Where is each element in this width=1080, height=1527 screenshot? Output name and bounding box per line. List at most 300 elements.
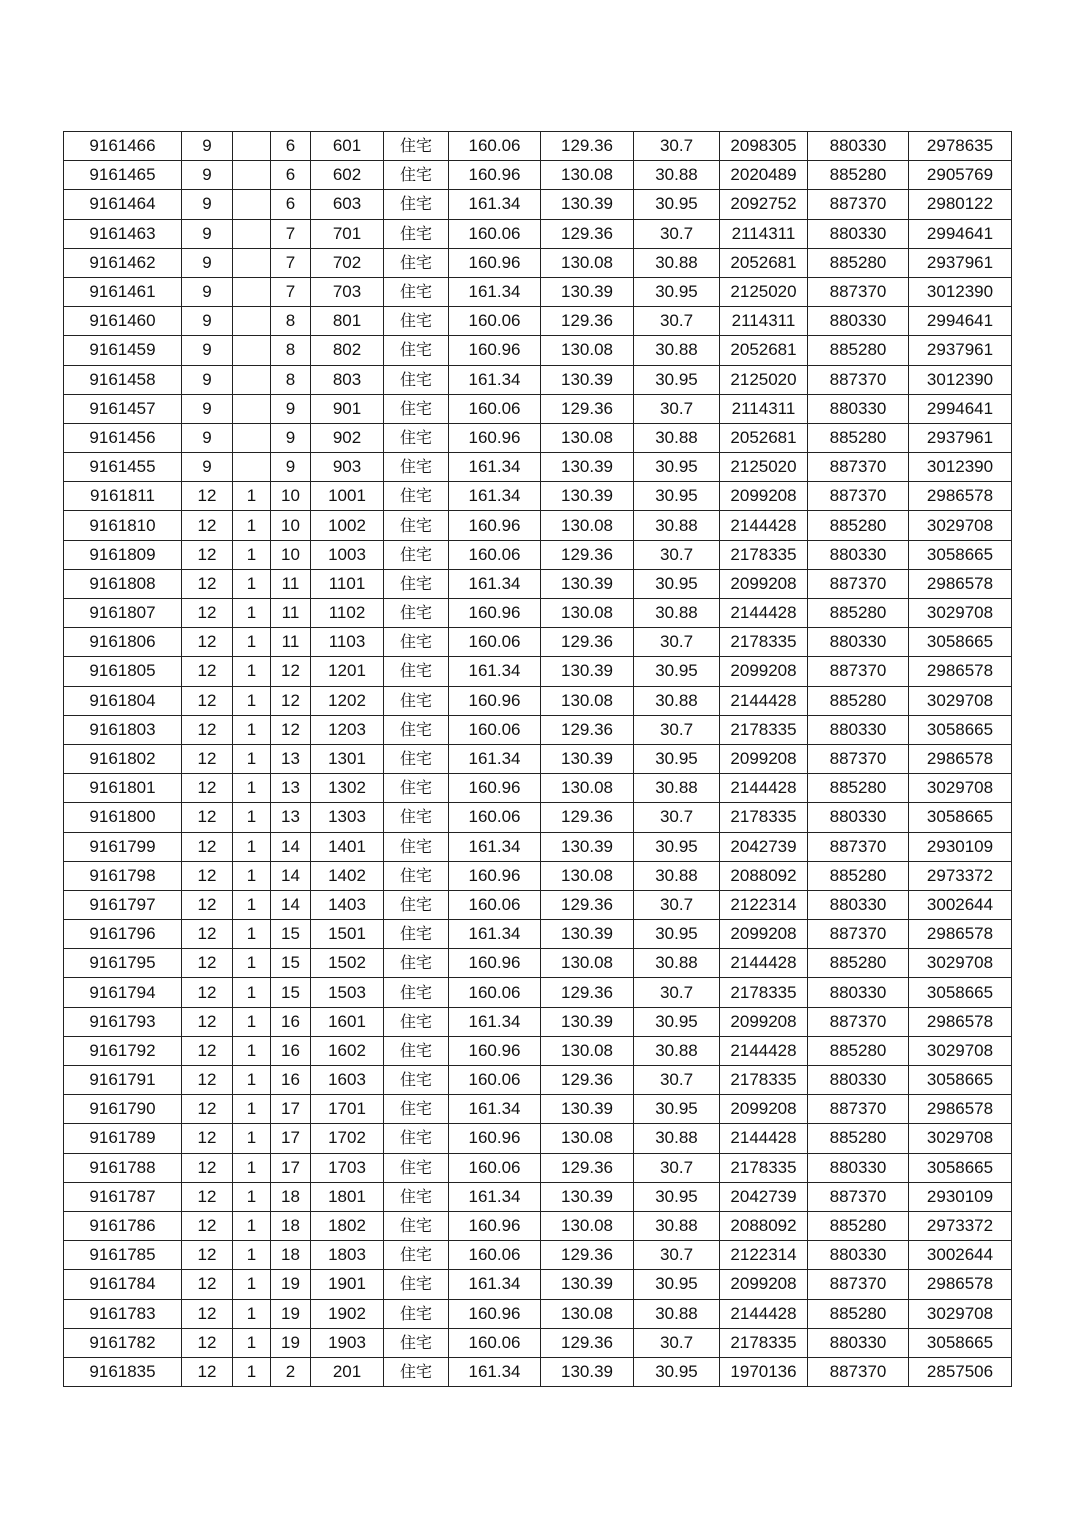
room-cell: 1603	[311, 1066, 384, 1095]
total-value-cell: 3058665	[909, 540, 1012, 569]
usage-cell: 住宅	[384, 1241, 449, 1270]
usage-cell: 住宅	[384, 803, 449, 832]
room-cell: 1901	[311, 1270, 384, 1299]
total-area-cell: 160.96	[449, 949, 541, 978]
building-cell: 12	[182, 1241, 233, 1270]
inner-area-cell: 130.08	[541, 1299, 634, 1328]
value-b-cell: 880330	[808, 1153, 909, 1182]
table-row	[64, 744, 1012, 773]
shared-area-cell: 30.7	[634, 628, 720, 657]
usage-cell: 住宅	[384, 569, 449, 598]
house-id-cell: 9161796	[64, 920, 182, 949]
usage-cell: 住宅	[384, 1299, 449, 1328]
table-row	[64, 832, 1012, 861]
usage-cell: 住宅	[384, 453, 449, 482]
house-id-cell: 9161787	[64, 1182, 182, 1211]
house-id-cell: 9161802	[64, 744, 182, 773]
inner-area-cell: 130.39	[541, 657, 634, 686]
total-area-cell: 161.34	[449, 1007, 541, 1036]
room-cell: 1301	[311, 744, 384, 773]
value-a-cell: 2144428	[720, 1036, 808, 1065]
shared-area-cell: 30.88	[634, 1036, 720, 1065]
table-row	[64, 423, 1012, 452]
house-id-cell: 9161455	[64, 453, 182, 482]
building-cell: 9	[182, 453, 233, 482]
table-row	[64, 394, 1012, 423]
value-b-cell: 887370	[808, 1095, 909, 1124]
total-value-cell: 3058665	[909, 1328, 1012, 1357]
shared-area-cell: 30.7	[634, 1241, 720, 1270]
table-row	[64, 949, 1012, 978]
building-cell: 9	[182, 336, 233, 365]
usage-cell: 住宅	[384, 1124, 449, 1153]
total-value-cell: 2986578	[909, 1007, 1012, 1036]
building-cell: 12	[182, 628, 233, 657]
value-a-cell: 2052681	[720, 248, 808, 277]
usage-cell: 住宅	[384, 190, 449, 219]
total-value-cell: 3029708	[909, 1124, 1012, 1153]
house-id-cell: 9161801	[64, 774, 182, 803]
shared-area-cell: 30.7	[634, 803, 720, 832]
value-a-cell: 2099208	[720, 1007, 808, 1036]
value-a-cell: 2114311	[720, 307, 808, 336]
inner-area-cell: 130.08	[541, 336, 634, 365]
usage-cell: 住宅	[384, 248, 449, 277]
value-b-cell: 885280	[808, 248, 909, 277]
total-area-cell: 161.34	[449, 1182, 541, 1211]
unit-cell: 1	[233, 599, 271, 628]
value-b-cell: 880330	[808, 803, 909, 832]
total-area-cell: 160.96	[449, 774, 541, 803]
inner-area-cell: 130.08	[541, 774, 634, 803]
floor-cell: 9	[271, 423, 311, 452]
shared-area-cell: 30.95	[634, 1270, 720, 1299]
building-cell: 12	[182, 482, 233, 511]
total-value-cell: 3058665	[909, 978, 1012, 1007]
shared-area-cell: 30.95	[634, 482, 720, 511]
shared-area-cell: 30.88	[634, 599, 720, 628]
table-row	[64, 161, 1012, 190]
total-area-cell: 161.34	[449, 657, 541, 686]
room-cell: 601	[311, 132, 384, 161]
total-value-cell: 2973372	[909, 1211, 1012, 1240]
unit-cell	[233, 453, 271, 482]
room-cell: 602	[311, 161, 384, 190]
unit-cell	[233, 248, 271, 277]
house-id-cell: 9161810	[64, 511, 182, 540]
floor-cell: 17	[271, 1095, 311, 1124]
unit-cell: 1	[233, 1299, 271, 1328]
house-id-cell: 9161811	[64, 482, 182, 511]
usage-cell: 住宅	[384, 949, 449, 978]
building-cell: 12	[182, 890, 233, 919]
inner-area-cell: 129.36	[541, 1066, 634, 1095]
building-cell: 12	[182, 744, 233, 773]
floor-cell: 18	[271, 1241, 311, 1270]
value-a-cell: 2144428	[720, 1299, 808, 1328]
shared-area-cell: 30.95	[634, 1095, 720, 1124]
shared-area-cell: 30.95	[634, 569, 720, 598]
unit-cell: 1	[233, 657, 271, 686]
total-area-cell: 160.06	[449, 978, 541, 1007]
value-b-cell: 880330	[808, 540, 909, 569]
value-a-cell: 2088092	[720, 1211, 808, 1240]
value-b-cell: 887370	[808, 657, 909, 686]
total-area-cell: 160.06	[449, 890, 541, 919]
inner-area-cell: 129.36	[541, 394, 634, 423]
value-b-cell: 885280	[808, 599, 909, 628]
usage-cell: 住宅	[384, 1182, 449, 1211]
room-cell: 1801	[311, 1182, 384, 1211]
building-cell: 9	[182, 365, 233, 394]
total-value-cell: 3058665	[909, 628, 1012, 657]
table-row	[64, 1211, 1012, 1240]
total-value-cell: 3058665	[909, 1066, 1012, 1095]
building-cell: 12	[182, 599, 233, 628]
value-a-cell: 2144428	[720, 774, 808, 803]
table-row	[64, 920, 1012, 949]
table-row	[64, 1299, 1012, 1328]
usage-cell: 住宅	[384, 890, 449, 919]
table-row	[64, 1007, 1012, 1036]
total-area-cell: 160.96	[449, 1124, 541, 1153]
total-area-cell: 160.06	[449, 132, 541, 161]
floor-cell: 16	[271, 1036, 311, 1065]
floor-cell: 10	[271, 511, 311, 540]
total-area-cell: 160.06	[449, 1241, 541, 1270]
shared-area-cell: 30.88	[634, 861, 720, 890]
floor-cell: 11	[271, 628, 311, 657]
table-row	[64, 861, 1012, 890]
shared-area-cell: 30.95	[634, 1182, 720, 1211]
table-row	[64, 1095, 1012, 1124]
value-a-cell: 2125020	[720, 365, 808, 394]
value-b-cell: 887370	[808, 365, 909, 394]
value-a-cell: 2092752	[720, 190, 808, 219]
value-a-cell: 2178335	[720, 715, 808, 744]
building-cell: 12	[182, 569, 233, 598]
shared-area-cell: 30.88	[634, 161, 720, 190]
table-row	[64, 336, 1012, 365]
table-row	[64, 540, 1012, 569]
room-cell: 1703	[311, 1153, 384, 1182]
usage-cell: 住宅	[384, 1270, 449, 1299]
inner-area-cell: 130.39	[541, 1095, 634, 1124]
value-b-cell: 885280	[808, 686, 909, 715]
value-a-cell: 2144428	[720, 949, 808, 978]
room-cell: 1903	[311, 1328, 384, 1357]
house-id-cell: 9161788	[64, 1153, 182, 1182]
room-cell: 1803	[311, 1241, 384, 1270]
building-cell: 12	[182, 657, 233, 686]
building-cell: 12	[182, 1066, 233, 1095]
unit-cell: 1	[233, 1241, 271, 1270]
floor-cell: 15	[271, 949, 311, 978]
inner-area-cell: 130.08	[541, 423, 634, 452]
unit-cell	[233, 365, 271, 394]
room-cell: 901	[311, 394, 384, 423]
usage-cell: 住宅	[384, 832, 449, 861]
total-area-cell: 160.06	[449, 628, 541, 657]
total-area-cell: 161.34	[449, 1270, 541, 1299]
value-b-cell: 880330	[808, 394, 909, 423]
unit-cell: 1	[233, 1182, 271, 1211]
table-row	[64, 132, 1012, 161]
house-id-cell: 9161459	[64, 336, 182, 365]
floor-cell: 12	[271, 715, 311, 744]
value-b-cell: 880330	[808, 715, 909, 744]
inner-area-cell: 130.08	[541, 949, 634, 978]
unit-cell: 1	[233, 715, 271, 744]
total-value-cell: 2978635	[909, 132, 1012, 161]
room-cell: 1701	[311, 1095, 384, 1124]
floor-cell: 10	[271, 482, 311, 511]
building-cell: 12	[182, 774, 233, 803]
total-area-cell: 160.96	[449, 1036, 541, 1065]
room-cell: 1902	[311, 1299, 384, 1328]
table-row	[64, 569, 1012, 598]
unit-cell	[233, 132, 271, 161]
unit-cell	[233, 161, 271, 190]
value-a-cell: 2178335	[720, 803, 808, 832]
total-value-cell: 2930109	[909, 1182, 1012, 1211]
building-cell: 12	[182, 686, 233, 715]
inner-area-cell: 130.39	[541, 569, 634, 598]
room-cell: 1302	[311, 774, 384, 803]
value-b-cell: 880330	[808, 307, 909, 336]
inner-area-cell: 130.39	[541, 920, 634, 949]
house-id-cell: 9161462	[64, 248, 182, 277]
inner-area-cell: 129.36	[541, 219, 634, 248]
room-cell: 1401	[311, 832, 384, 861]
unit-cell: 1	[233, 1211, 271, 1240]
building-cell: 9	[182, 307, 233, 336]
total-area-cell: 160.06	[449, 803, 541, 832]
value-a-cell: 2122314	[720, 1241, 808, 1270]
room-cell: 201	[311, 1357, 384, 1386]
total-area-cell: 161.34	[449, 1357, 541, 1386]
floor-cell: 6	[271, 161, 311, 190]
building-cell: 12	[182, 1182, 233, 1211]
room-cell: 1601	[311, 1007, 384, 1036]
total-value-cell: 2994641	[909, 307, 1012, 336]
unit-cell: 1	[233, 1036, 271, 1065]
usage-cell: 住宅	[384, 540, 449, 569]
value-b-cell: 885280	[808, 774, 909, 803]
total-area-cell: 160.06	[449, 1066, 541, 1095]
usage-cell: 住宅	[384, 861, 449, 890]
usage-cell: 住宅	[384, 774, 449, 803]
total-value-cell: 2930109	[909, 832, 1012, 861]
inner-area-cell: 130.08	[541, 511, 634, 540]
value-a-cell: 2178335	[720, 540, 808, 569]
building-cell: 12	[182, 1036, 233, 1065]
room-cell: 1201	[311, 657, 384, 686]
table-row	[64, 219, 1012, 248]
house-id-cell: 9161807	[64, 599, 182, 628]
unit-cell	[233, 190, 271, 219]
table-row	[64, 365, 1012, 394]
house-id-cell: 9161798	[64, 861, 182, 890]
value-a-cell: 1970136	[720, 1357, 808, 1386]
total-area-cell: 160.06	[449, 715, 541, 744]
table-row	[64, 453, 1012, 482]
usage-cell: 住宅	[384, 1036, 449, 1065]
room-cell: 801	[311, 307, 384, 336]
total-value-cell: 3058665	[909, 803, 1012, 832]
shared-area-cell: 30.7	[634, 715, 720, 744]
usage-cell: 住宅	[384, 365, 449, 394]
unit-cell	[233, 394, 271, 423]
floor-cell: 13	[271, 774, 311, 803]
table-row	[64, 1036, 1012, 1065]
unit-cell	[233, 219, 271, 248]
value-a-cell: 2114311	[720, 219, 808, 248]
house-id-cell: 9161457	[64, 394, 182, 423]
usage-cell: 住宅	[384, 1153, 449, 1182]
unit-cell: 1	[233, 1328, 271, 1357]
value-b-cell: 885280	[808, 1211, 909, 1240]
inner-area-cell: 129.36	[541, 1241, 634, 1270]
unit-cell: 1	[233, 803, 271, 832]
usage-cell: 住宅	[384, 920, 449, 949]
house-id-cell: 9161791	[64, 1066, 182, 1095]
total-value-cell: 2986578	[909, 920, 1012, 949]
building-cell: 12	[182, 511, 233, 540]
value-b-cell: 887370	[808, 482, 909, 511]
inner-area-cell: 130.08	[541, 248, 634, 277]
total-value-cell: 3029708	[909, 511, 1012, 540]
house-id-cell: 9161805	[64, 657, 182, 686]
house-id-cell: 9161782	[64, 1328, 182, 1357]
total-value-cell: 2980122	[909, 190, 1012, 219]
house-id-cell: 9161458	[64, 365, 182, 394]
inner-area-cell: 130.39	[541, 1182, 634, 1211]
total-value-cell: 2986578	[909, 657, 1012, 686]
usage-cell: 住宅	[384, 744, 449, 773]
inner-area-cell: 130.39	[541, 1270, 634, 1299]
value-a-cell: 2088092	[720, 861, 808, 890]
value-a-cell: 2125020	[720, 453, 808, 482]
usage-cell: 住宅	[384, 1095, 449, 1124]
table-row	[64, 1182, 1012, 1211]
usage-cell: 住宅	[384, 715, 449, 744]
value-a-cell: 2042739	[720, 832, 808, 861]
building-cell: 12	[182, 861, 233, 890]
inner-area-cell: 130.08	[541, 1124, 634, 1153]
total-area-cell: 161.34	[449, 832, 541, 861]
total-area-cell: 160.96	[449, 599, 541, 628]
usage-cell: 住宅	[384, 686, 449, 715]
room-cell: 1001	[311, 482, 384, 511]
house-id-cell: 9161456	[64, 423, 182, 452]
shared-area-cell: 30.95	[634, 1357, 720, 1386]
unit-cell	[233, 307, 271, 336]
table-row	[64, 1357, 1012, 1386]
usage-cell: 住宅	[384, 628, 449, 657]
building-cell: 9	[182, 132, 233, 161]
unit-cell: 1	[233, 832, 271, 861]
usage-cell: 住宅	[384, 657, 449, 686]
inner-area-cell: 129.36	[541, 628, 634, 657]
value-a-cell: 2099208	[720, 657, 808, 686]
house-id-cell: 9161835	[64, 1357, 182, 1386]
floor-cell: 9	[271, 453, 311, 482]
unit-cell: 1	[233, 744, 271, 773]
building-cell: 12	[182, 540, 233, 569]
shared-area-cell: 30.95	[634, 920, 720, 949]
table-row	[64, 1241, 1012, 1270]
table-row	[64, 1270, 1012, 1299]
total-area-cell: 160.96	[449, 336, 541, 365]
unit-cell: 1	[233, 569, 271, 598]
usage-cell: 住宅	[384, 219, 449, 248]
unit-cell: 1	[233, 978, 271, 1007]
room-cell: 703	[311, 277, 384, 306]
table-row	[64, 248, 1012, 277]
value-b-cell: 885280	[808, 1299, 909, 1328]
room-cell: 702	[311, 248, 384, 277]
unit-cell	[233, 423, 271, 452]
total-value-cell: 3029708	[909, 599, 1012, 628]
inner-area-cell: 129.36	[541, 307, 634, 336]
room-cell: 903	[311, 453, 384, 482]
total-value-cell: 2986578	[909, 744, 1012, 773]
table-row	[64, 1124, 1012, 1153]
value-b-cell: 887370	[808, 832, 909, 861]
value-a-cell: 2042739	[720, 1182, 808, 1211]
total-area-cell: 161.34	[449, 920, 541, 949]
house-id-cell: 9161465	[64, 161, 182, 190]
shared-area-cell: 30.7	[634, 307, 720, 336]
table-row	[64, 1328, 1012, 1357]
unit-cell: 1	[233, 686, 271, 715]
value-b-cell: 880330	[808, 132, 909, 161]
shared-area-cell: 30.88	[634, 336, 720, 365]
unit-cell: 1	[233, 1007, 271, 1036]
usage-cell: 住宅	[384, 277, 449, 306]
inner-area-cell: 130.08	[541, 686, 634, 715]
usage-cell: 住宅	[384, 307, 449, 336]
room-cell: 1503	[311, 978, 384, 1007]
house-id-cell: 9161790	[64, 1095, 182, 1124]
house-id-cell: 9161460	[64, 307, 182, 336]
shared-area-cell: 30.7	[634, 219, 720, 248]
total-area-cell: 160.96	[449, 1299, 541, 1328]
floor-cell: 14	[271, 832, 311, 861]
table-row	[64, 190, 1012, 219]
inner-area-cell: 129.36	[541, 890, 634, 919]
floor-cell: 15	[271, 978, 311, 1007]
inner-area-cell: 129.36	[541, 803, 634, 832]
value-b-cell: 887370	[808, 190, 909, 219]
usage-cell: 住宅	[384, 978, 449, 1007]
unit-cell	[233, 336, 271, 365]
floor-cell: 17	[271, 1153, 311, 1182]
building-cell: 12	[182, 1007, 233, 1036]
building-cell: 12	[182, 832, 233, 861]
house-id-cell: 9161784	[64, 1270, 182, 1299]
total-value-cell: 3029708	[909, 774, 1012, 803]
value-a-cell: 2178335	[720, 978, 808, 1007]
total-value-cell: 2986578	[909, 569, 1012, 598]
total-area-cell: 160.96	[449, 511, 541, 540]
shared-area-cell: 30.88	[634, 423, 720, 452]
total-value-cell: 2994641	[909, 219, 1012, 248]
unit-cell: 1	[233, 540, 271, 569]
value-a-cell: 2099208	[720, 1270, 808, 1299]
table-row	[64, 511, 1012, 540]
